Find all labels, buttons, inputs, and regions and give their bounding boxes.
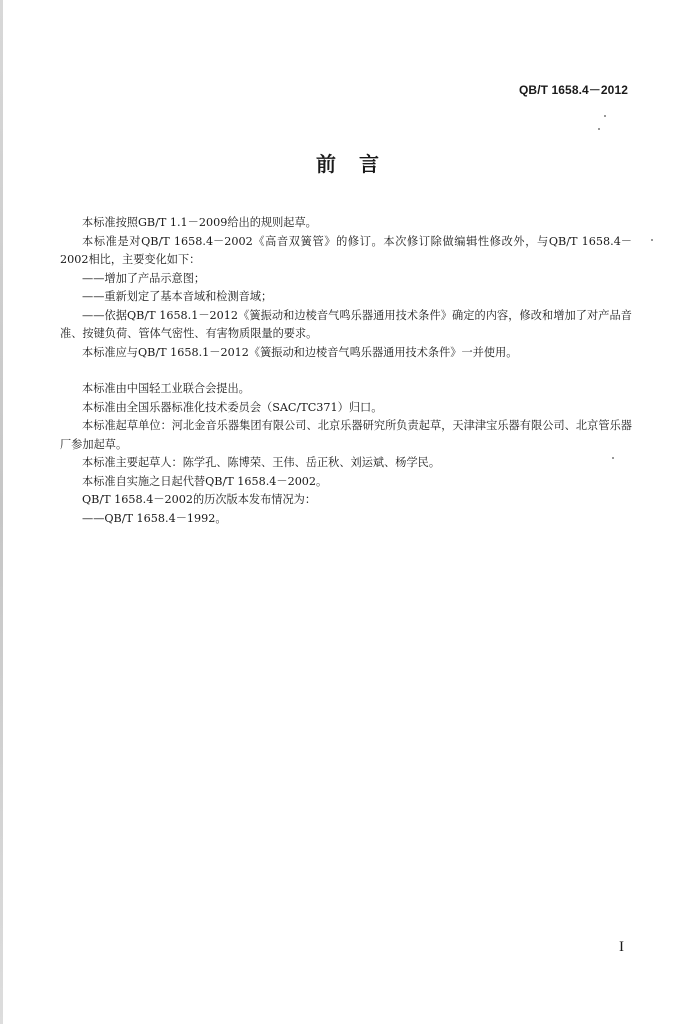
change-item-diagram: ——增加了产品示意图； [82, 271, 206, 285]
paragraph-use-with: 本标准应与QB/T 1658.1－2012《簧振动和边棱音气鸣乐器通用技术条件》一并使用。 [82, 345, 518, 359]
paragraph-revision-note: 本标准是对QB/T 1658.4－2002《高音双簧管》的修订。本次修订除做编辑性修改外，与QB/T 1658.4－2002相比，主要变化如下： [60, 234, 632, 266]
paragraph-proposer: 本标准由中国轻工业联合会提出。 [82, 382, 250, 395]
paragraph-committee: 本标准由全国乐器标准化技术委员会（SAC/TC371）归口。 [82, 400, 383, 414]
change-item-requirements: ——依据QB/T 1658.1－2012《簧振动和边棱音气鸣乐器通用技术条件》确定的内容，修改和增加了对产品音准、按键负荷、管体气密性、有害物质限量的要求。 [60, 308, 632, 340]
paragraph-drafting-rules: 本标准按照GB/T 1.1－2009给出的规则起草。 [82, 216, 317, 229]
scan-speck [604, 115, 606, 117]
history-item: ——QB/T 1658.4－1992。 [82, 511, 227, 525]
page-number: I [619, 939, 624, 955]
paragraph-history: QB/T 1658.4－2002的历次版本发布情况为： [82, 493, 317, 506]
foreword-body [60, 214, 632, 528]
paragraph-drafters: 本标准主要起草人：陈学孔、陈博荣、王伟、岳正秋、刘运斌、杨学民。 [82, 456, 441, 469]
paragraph-drafting-units: 本标准起草单位：河北金音乐器集团有限公司、北京乐器研究所负责起草，天津津宝乐器有限公司、北京管乐器厂参加起草。 [60, 419, 632, 451]
standard-code: QB/T 1658.4－2012 [519, 83, 628, 97]
scan-speck [612, 457, 614, 459]
paragraph-gap [60, 362, 632, 380]
title-char-1: 前 [316, 152, 337, 176]
scan-speck [598, 128, 600, 130]
page-title [0, 148, 696, 177]
title-char-2: 言 [359, 152, 380, 176]
change-item-range: ——重新划定了基本音域和检测音域； [82, 290, 273, 303]
paragraph-replaces: 本标准自实施之日起代替QB/T 1658.4－2002。 [82, 474, 328, 488]
scan-speck [651, 239, 653, 241]
